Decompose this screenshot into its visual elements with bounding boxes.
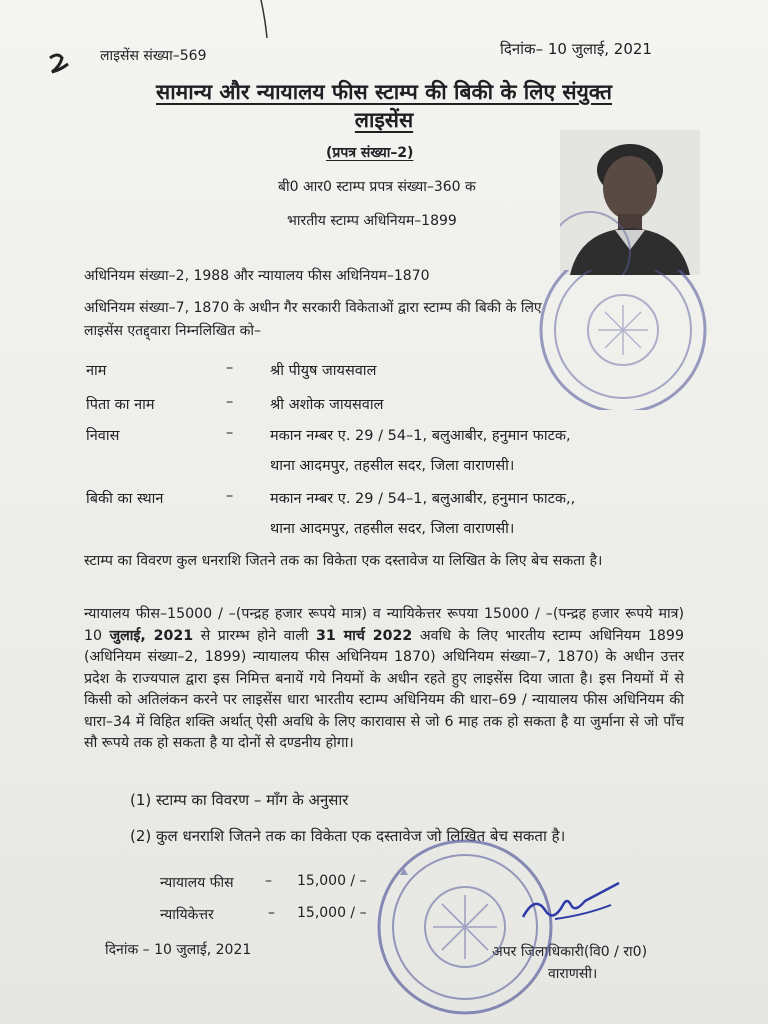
form-number: (प्रपत्र संख्या–2) (326, 145, 414, 161)
header-date: दिनांक– 10 जुलाई, 2021 (500, 40, 652, 58)
non-judicial-dash: – (268, 905, 275, 921)
father-name-label: पिता का नाम (86, 397, 155, 413)
applicant-photo (560, 130, 700, 275)
signatory-title: अपर जिलाधिकारी(वि0 / रा0) (492, 944, 648, 960)
father-name-value: श्री अशोक जायसवाल (270, 397, 384, 413)
stamp-description-paragraph: स्टाम्प का विवरण कुल धनराशि जितने तक का विकेता एक दस्तावेज या लिखित के लिए बेच सकता है। (84, 553, 603, 569)
non-judicial-value: 15,000 / – (297, 905, 367, 921)
signature-icon (515, 875, 625, 930)
court-fee-value: 15,000 / – (297, 873, 367, 889)
intro-line-2: अधिनियम संख्या–7, 1870 के अधीन गैर सरकारी विकेताओं द्वारा स्टाम्प की बिकी के लिए (84, 300, 542, 316)
footer-date: दिनांक – 10 जुलाई, 2021 (105, 942, 252, 958)
name-dash: – (226, 360, 234, 376)
court-fee-dash: – (265, 873, 272, 889)
title-line-1: सामान्य और न्यायालय फीस स्टाम्प की बिकी के लिए संयुक्त (156, 80, 612, 104)
license-number: लाइसेंस संख्या–569 (100, 48, 207, 64)
title-line-2: लाइसेंस (354, 108, 414, 132)
point-1: (1) स्टाम्प का विवरण – माँग के अनुसार (130, 791, 349, 809)
sale-place-line-1: मकान नम्बर ए. 29 / 54–1, बलुआबीर, हनुमान फाटक,, (270, 491, 576, 507)
residence-line-1: मकान नम्बर ए. 29 / 54–1, बलुआबीर, हनुमान फाटक, (270, 428, 571, 444)
non-judicial-label: न्यायिकेत्तर (160, 907, 214, 923)
sale-place-label: बिकी का स्थान (86, 491, 164, 507)
residence-label: निवास (86, 428, 120, 444)
point-2: (2) कुल धनराशि जितने तक का विकेता एक दस्तावेज जो लिखित बेच सकता है। (130, 827, 566, 845)
father-name-dash: – (226, 394, 234, 410)
intro-line-3: लाइसेंस एतद्द्वारा निम्नलिखित को– (84, 323, 261, 339)
residence-dash: – (226, 425, 234, 441)
license-terms-paragraph: न्यायालय फीस–15000 / –(पन्द्रह हजार रूपये मात्र) व न्यायिकेत्तर रूपया 15000 / –(पन्द्रह हजार रूपये मात्र) 10 जुलाई, 2021 से प्रारम्भ होने वाली 31 मार्च 2022 अवधि के लिए भारतीय स्टाम्प अधिनियम 1899 (अधिनियम संख्या–2, 1899) न्यायालय फीस अधिनियम 1870) अधिनियम संख्या–7, 1870) के अधीन उत्तर प्रदेश के राज्यपाल द्वारा इस निमित्त बनायें गये नियमों के अधीन रहते हुए लाइसेंस दिया जाता है। इस नियमों में से किसी को अतिलंकन करने पर लाइसेंस धारा भारतीय स्टाम्प अधिनियम की धारा–69 / न्यायालय फीस अधिनियम की धारा–34 में विहित शक्ति अर्थात् ऐसी अवधि के लिए कारावास से जो 6 माह तक हो सकता है या जुर्माना से जो पाँच सौ रूपये तक हो सकता है या दोनों से दण्डनीय होगा। (84, 606, 684, 751)
official-seal-top-icon (528, 270, 718, 410)
margin-mark-icon (40, 50, 80, 80)
signatory-place: वाराणसी। (548, 966, 598, 982)
pen-stroke-icon (255, 0, 275, 40)
court-fee-label: न्यायालय फीस (160, 875, 234, 891)
residence-line-2: थाना आदमपुर, तहसील सदर, जिला वाराणसी। (270, 458, 515, 474)
intro-line-1: अधिनियम संख्या–2, 1988 और न्यायालय फीस अधिनियम–1870 (84, 268, 430, 284)
document-title (84, 78, 684, 134)
person-photo-icon (560, 130, 700, 275)
sale-place-line-2: थाना आदमपुर, तहसील सदर, जिला वाराणसी। (270, 521, 515, 537)
stamp-act: भारतीय स्टाम्प अधिनियम–1899 (287, 213, 457, 229)
name-value: श्री पीयुष जायसवाल (270, 363, 377, 379)
br-form-number: बी0 आर0 स्टाम्प प्रपत्र संख्या–360 क (278, 179, 476, 195)
sale-place-dash: – (226, 488, 234, 504)
name-label: नाम (86, 363, 107, 379)
